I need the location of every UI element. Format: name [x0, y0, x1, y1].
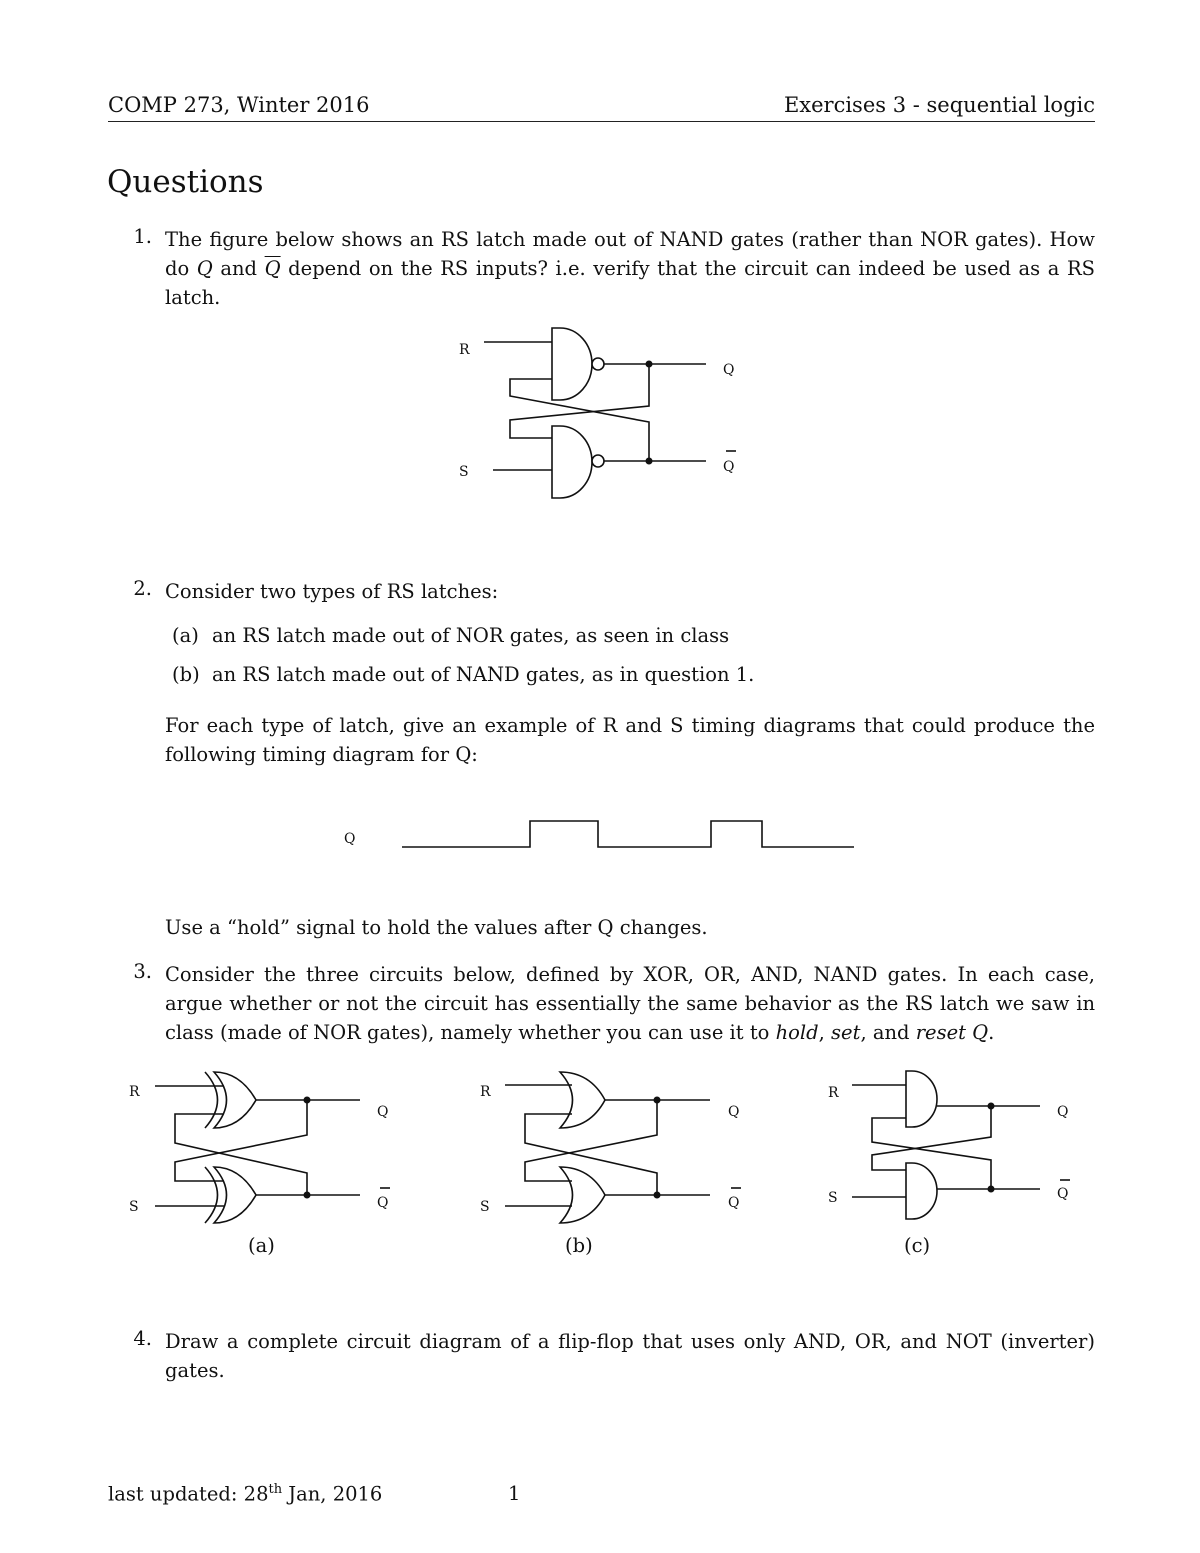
- circ-a-s: S: [129, 1199, 139, 1215]
- section-title: Questions: [107, 164, 264, 200]
- header-right: Exercises 3 - sequential logic: [783, 93, 1095, 117]
- circ-c-s: S: [828, 1190, 838, 1206]
- q2-b-label: (b): [172, 663, 200, 686]
- xor-gate-bottom: [214, 1167, 256, 1223]
- q3-number: 3.: [133, 960, 152, 983]
- q2-intro: Consider two types of RS latches:: [165, 580, 499, 603]
- q2-line2: following timing diagram for Q:: [165, 743, 478, 766]
- circ-c-r: R: [828, 1085, 839, 1101]
- header-left: COMP 273, Winter 2016: [108, 93, 370, 117]
- xor-bottom-back: [205, 1167, 218, 1223]
- q2-a-text: an RS latch made out of NOR gates, as seen in class: [212, 624, 730, 647]
- q3-line2: argue whether or not the circuit has essentially the same behavior as the RS latch we saw in: [165, 992, 1095, 1015]
- q2-a-label: (a): [172, 624, 199, 647]
- circ-c-q: Q: [1057, 1104, 1069, 1120]
- footer-updated: last updated: 28th Jan, 2016: [108, 1482, 383, 1506]
- or-gate-bottom: [560, 1167, 605, 1223]
- caption-c: (c): [904, 1234, 931, 1257]
- q4-line1: Draw a complete circuit diagram of a flip-flop that uses only AND, OR, and NOT (inverter): [165, 1330, 1095, 1353]
- page-number: 1: [508, 1482, 521, 1505]
- circ-c-qbar: Q: [1057, 1186, 1069, 1202]
- circ-b-qbar: Q: [728, 1195, 740, 1211]
- q3-line1: Consider the three circuits below, defined by XOR, OR, AND, NAND gates. In each case,: [165, 963, 1095, 986]
- q1-line3: latch.: [165, 286, 221, 309]
- fig1-qbar-label: Q: [723, 459, 735, 475]
- q1-line1: The figure below shows an RS latch made out of NAND gates (rather than NOR gates). How: [165, 228, 1095, 251]
- circuit-a-xor: [129, 1072, 390, 1223]
- fig1-r-label: R: [459, 342, 470, 358]
- q3-line3: class (made of NOR gates), namely whether you can use it to hold, set, and reset Q.: [165, 1021, 995, 1044]
- caption-b: (b): [565, 1234, 593, 1257]
- circuit-c-and: [828, 1071, 1070, 1219]
- circuit-b-or: [480, 1072, 741, 1223]
- or-gate-top: [560, 1072, 605, 1128]
- circ-b-s: S: [480, 1199, 490, 1215]
- q2-after: Use a “hold” signal to hold the values after Q changes.: [165, 916, 708, 939]
- q4-line2: gates.: [165, 1359, 225, 1382]
- circ-a-r: R: [129, 1084, 140, 1100]
- q4-number: 4.: [133, 1327, 152, 1350]
- q2-number: 2.: [133, 577, 152, 600]
- fig1-q-label: Q: [723, 362, 735, 378]
- circ-a-q: Q: [377, 1104, 389, 1120]
- xor-top-back: [205, 1072, 218, 1128]
- caption-a: (a): [248, 1234, 275, 1257]
- timing-q-label: Q: [344, 831, 356, 847]
- q1-number: 1.: [133, 225, 152, 248]
- q4-text: [165, 1327, 1095, 1385]
- circ-a-qbar: Q: [377, 1195, 389, 1211]
- circ-b-r: R: [480, 1084, 491, 1100]
- and-gate-top: [906, 1071, 937, 1127]
- q2-b-text: an RS latch made out of NAND gates, as in question 1.: [212, 663, 755, 686]
- xor-gate-top: [214, 1072, 256, 1128]
- q2-line1: For each type of latch, give an example of R and S timing diagrams that could produce the: [165, 714, 1095, 737]
- q1-line2: do Q and $\overline{Q}$ depend on the RS inputs? i.e. verify that the circuit can indeed be used as a RS: [165, 257, 1095, 280]
- circ-b-q: Q: [728, 1104, 740, 1120]
- and-gate-bottom: [906, 1163, 937, 1219]
- fig1-s-label: S: [459, 464, 469, 480]
